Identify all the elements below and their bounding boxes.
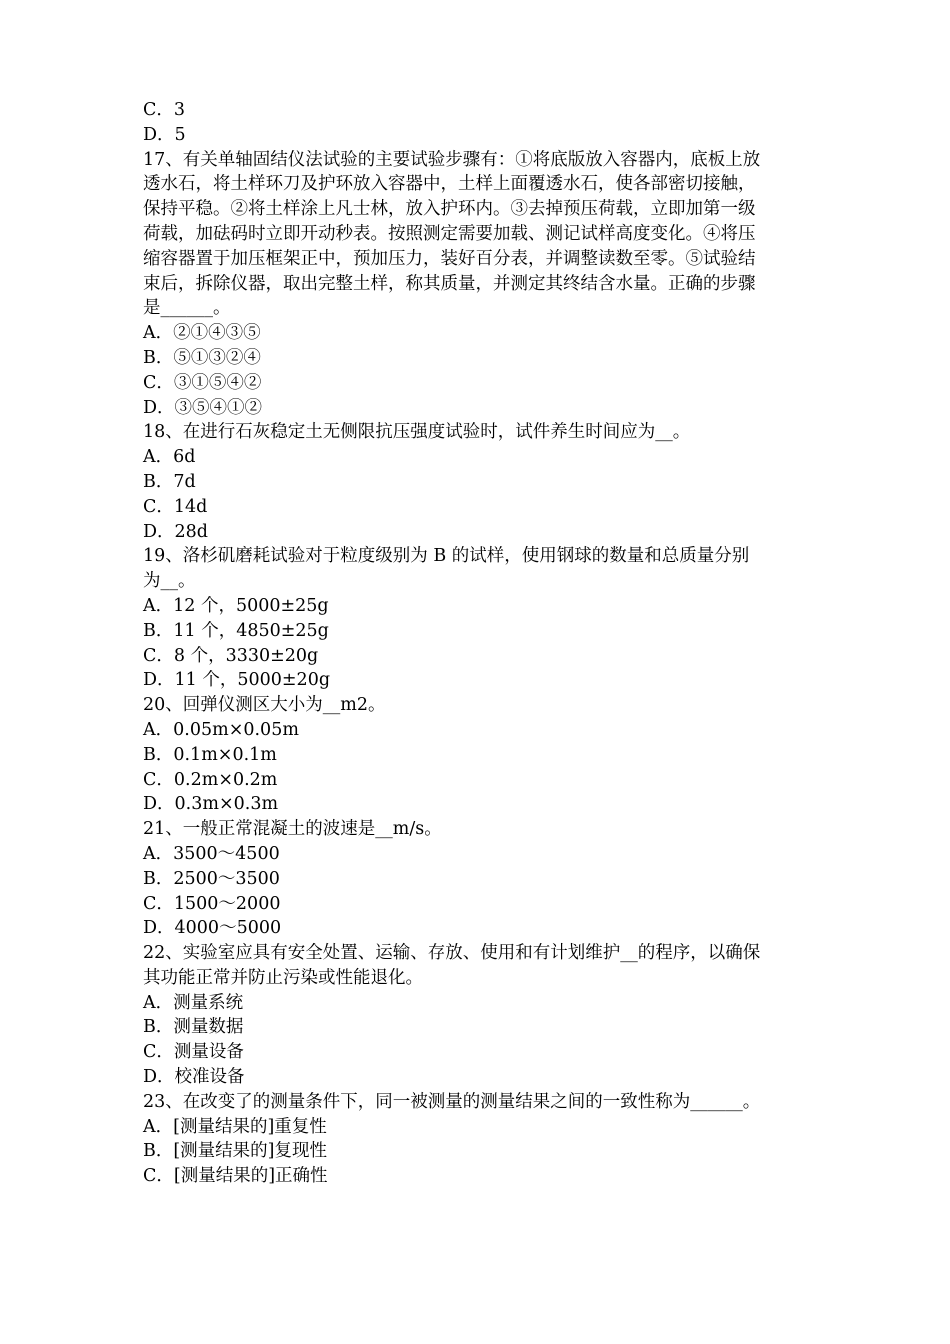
option-line: B．11 个，4850±25g <box>143 620 329 641</box>
question-line: 保持平稳。②将土样涂上凡士林，放入护环内。③去掉预压荷载，立即加第一级 <box>143 199 756 220</box>
question-line: 18、在进行石灰稳定土无侧限抗压强度试验时，试件养生时间应为__。 <box>143 422 691 443</box>
option-line: C．14d <box>143 496 208 517</box>
option-line: B．0.1m×0.1m <box>143 744 277 765</box>
question-line: 19、洛杉矶磨耗试验对于粒度级别为 B 的试样，使用钢球的数量和总质量分别 <box>143 546 750 567</box>
question-line: 17、有关单轴固结仪法试验的主要试验步骤有：①将底版放入容器内，底板上放 <box>143 149 761 170</box>
question-line: 为__。 <box>143 571 196 592</box>
option-line: D．11 个，5000±20g <box>143 670 331 691</box>
option-line: A．6d <box>143 447 196 468</box>
option-line: D．0.3m×0.3m <box>143 794 279 815</box>
question-line: 23、在改变了的测量条件下，同一被测量的测量结果之间的一致性称为______。 <box>143 1091 761 1112</box>
option-line: D．校准设备 <box>143 1067 245 1088</box>
option-line: B．2500～3500 <box>143 868 280 889</box>
option-line: D．28d <box>143 521 209 542</box>
option-line: C．0.2m×0.2m <box>143 769 278 790</box>
question-line: 21、一般正常混凝土的波速是__m/s。 <box>143 819 442 840</box>
question-line: 束后，拆除仪器，取出完整土样，称其质量，并测定其终结含水量。正确的步骤 <box>143 273 756 294</box>
option-line: D．③⑤④①② <box>143 397 263 418</box>
option-line: D．4000～5000 <box>143 918 282 939</box>
question-line: 透水石，将土样环刀及护环放入容器中，土样上面覆透水石，使各部密切接触， <box>143 174 756 195</box>
option-line: C．1500～2000 <box>143 893 281 914</box>
option-line: A．②①④③⑤ <box>143 323 261 344</box>
option-line: A．0.05m×0.05m <box>143 719 299 740</box>
option-line: A．测量系统 <box>143 992 244 1013</box>
option-line: B．⑤①③②④ <box>143 347 261 368</box>
option-line: A．12 个，5000±25g <box>143 595 329 616</box>
document-body <box>143 98 810 1189</box>
option-line: C．[测量结果的]正确性 <box>143 1166 328 1187</box>
option-line: B．7d <box>143 471 196 492</box>
option-line: C．3 <box>143 100 186 120</box>
option-line: C．测量设备 <box>143 1042 244 1063</box>
option-line: A．[测量结果的]重复性 <box>143 1116 327 1137</box>
option-line: B．[测量结果的]复现性 <box>143 1141 328 1162</box>
question-line: 其功能正常并防止污染或性能退化。 <box>143 967 423 988</box>
option-line: B．测量数据 <box>143 1017 244 1038</box>
question-line: 是______。 <box>143 298 231 319</box>
option-line: C．8 个，3330±20g <box>143 645 319 666</box>
question-line: 22、实验室应具有安全处置、运输、存放、使用和有计划维护__的程序，以确保 <box>143 943 761 964</box>
question-line: 荷载，加砝码时立即开动秒表。按照测定需要加载、测记试样高度变化。④将压 <box>143 223 756 244</box>
question-line: 20、回弹仪测区大小为__m2。 <box>143 695 386 716</box>
option-line: C．③①⑤④② <box>143 372 262 393</box>
option-line: A．3500～4500 <box>143 843 280 864</box>
question-line: 缩容器置于加压框架正中，预加压力，装好百分表，并调整读数至零。⑤试验结 <box>143 248 756 269</box>
option-line: D．5 <box>143 124 186 145</box>
